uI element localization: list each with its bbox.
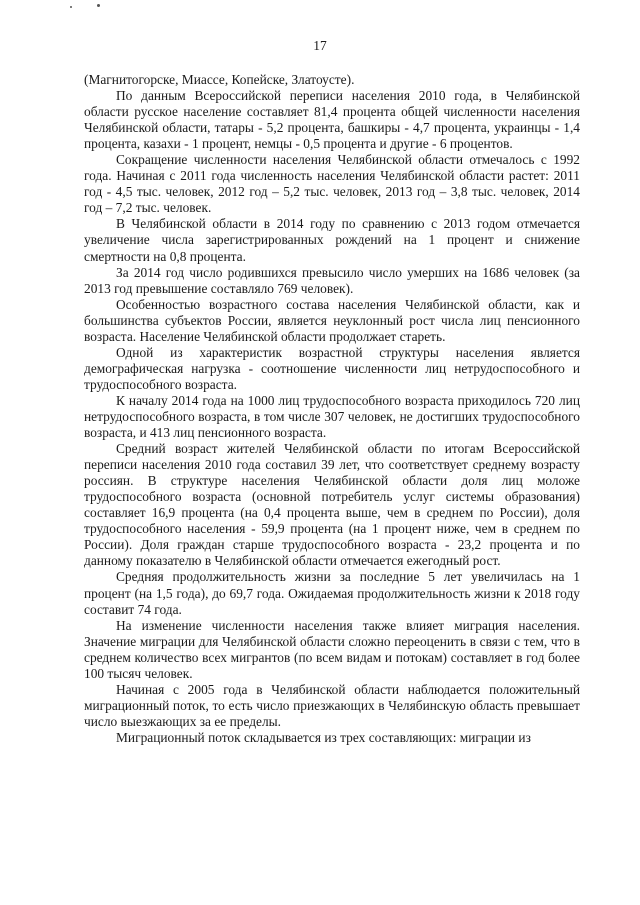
paragraph: Одной из характеристик возрастной структуры населения является демографическая нагрузка - соотношение численности лиц нетрудоспособного и трудоспособного возраста. [84,344,580,392]
paragraph: Начиная с 2005 года в Челябинской области наблюдается положительный миграционный поток, то есть число приезжающих в Челябинскую область превышает число выезжающих за ее пределы. [84,681,580,729]
scan-speck [70,6,72,8]
body-text [84,72,580,746]
paragraph: В Челябинской области в 2014 году по сравнению с 2013 годом отмечается увеличение числа зарегистрированных рождений на 1 процент и снижение смертности на 0,8 процента. [84,216,580,264]
paragraph: По данным Всероссийской переписи населения 2010 года, в Челябинской области русское население составляет 81,4 процента общей численности населения Челябинской области, татары - 5,2 процента, башкиры - 4,7 процента, украинцы - 1,4 процента, казахи - 1 процент, немцы - 0,5 процента и другие - 6 процентов. [84,88,580,152]
page-number: 17 [313,38,327,53]
paragraph: Миграционный поток складывается из трех составляющих: миграции из [116,729,531,745]
paragraph: (Магнитогорске, Миассе, Копейске, Златоусте). [84,72,355,87]
paragraph: На изменение численности населения также влияет миграция населения. Значение миграции для Челябинской области сложно переоценить в связи с тем, что в среднем количество всех мигрантов (по всем видам и потокам) составляет в год более 100 тысяч человек. [84,617,580,681]
paragraph: Средний возраст жителей Челябинской области по итогам Всероссийской переписи населения 2010 года составил 39 лет, что соответствует среднему возрасту россиян. В структуре населения Челябинской области доля лиц моложе трудоспособного возраста (основной потребитель услуг системы образования) составляет 16,9 процента (на 0,4 процента выше, чем в среднем по России), доля трудоспособного населения - 59,9 процента (на 1 процент ниже, чем в среднем по России). Доля граждан старше трудоспособного возраста - 23,2 процента и по данному показателю в Челябинской области отмечается ежегодный рост. [84,441,580,569]
paragraph: За 2014 год число родившихся превысило число умерших на 1686 человек (за 2013 год превышение составляло 769 человек). [84,264,580,296]
paragraph: Особенностью возрастного состава населения Челябинской области, как и большинства субъектов России, является неуклонный рост числа лиц пенсионного возраста. Население Челябинской области продолжает стареть. [84,296,580,344]
paragraph: К началу 2014 года на 1000 лиц трудоспособного возраста приходилось 720 лиц нетрудоспособного возраста, в том числе 307 человек, не достигших трудоспособного возраста, и 413 лиц пенсионного возраста. [84,392,580,441]
paragraph: Сокращение численности населения Челябинской области отмечалось с 1992 года. Начиная с 2011 года численность населения Челябинской области растет: 2011 год - 4,5 тыс. человек, 2012 год – 5,2 тыс. человек, 2013 год – 3,8 тыс. человек, 2014 год – 7,2 тыс. человек. [84,152,580,216]
paragraph: Средняя продолжительность жизни за последние 5 лет увеличилась на 1 процент (на 1,5 года), до 69,7 года. Ожидаемая продолжительность жизни к 2018 году составит 74 года. [84,569,580,617]
scan-speck [97,4,100,7]
